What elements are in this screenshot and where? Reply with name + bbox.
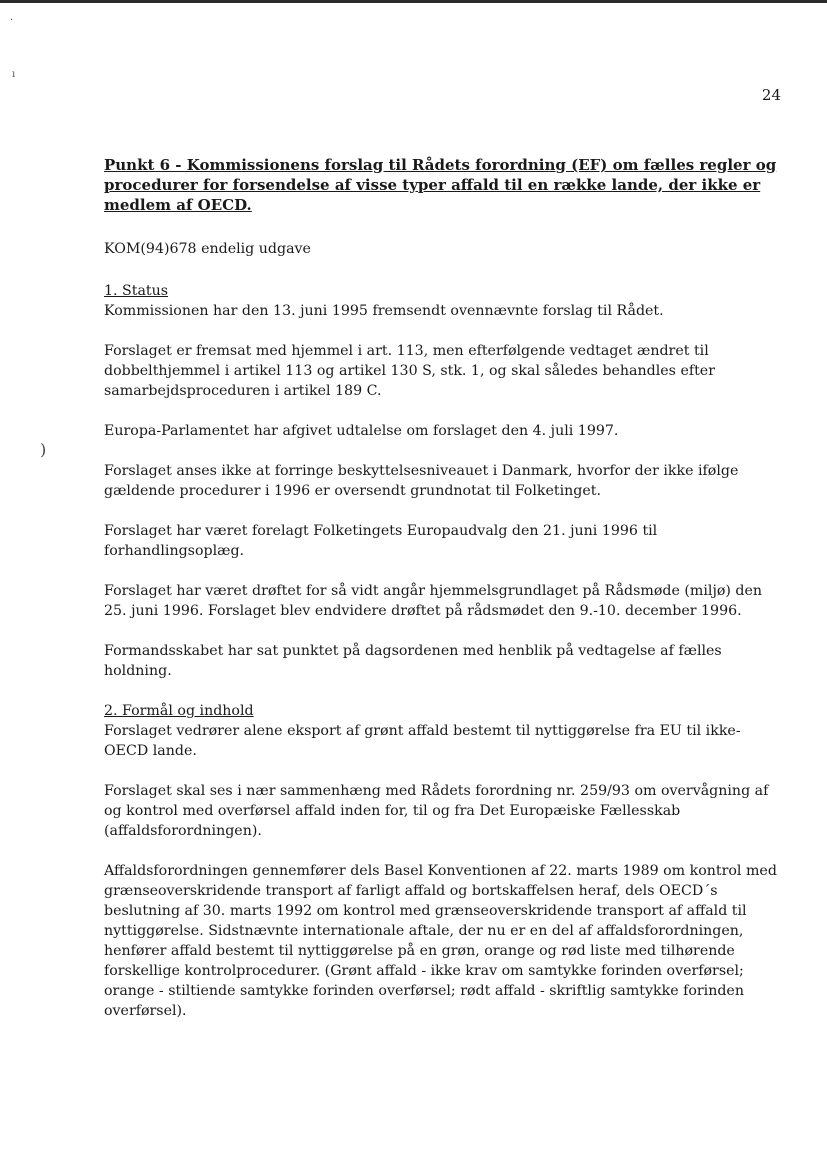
- paragraph: Formandsskabet har sat punktet på dagsordenen med henblik på vedtagelse af fælles holdning.: [104, 643, 722, 679]
- paragraph: Kommissionen har den 13. juni 1995 fremsendt ovennævnte forslag til Rådet.: [104, 303, 664, 319]
- margin-bracket-mark: ): [40, 440, 47, 459]
- section-title: 1. Status: [104, 283, 169, 299]
- section-status: [104, 281, 780, 681]
- paragraph: Forslaget anses ikke at forringe beskyttelsesniveauet i Danmark, hvorfor der ikke ifølge gældende procedurer i 1996 er oversendt grundnotat til Folketinget.: [104, 463, 739, 499]
- scan-speck: ·: [10, 15, 14, 26]
- document-reference: KOM(94)678 endelig udgave: [104, 241, 311, 257]
- top-edge-rule: [0, 0, 827, 3]
- scan-speck: ı: [12, 69, 16, 80]
- paragraph: Affaldsforordningen gennemfører dels Basel Konventionen af 22. marts 1989 om kontrol med grænseoverskridende transport af farligt affald og bortskaffelsen heraf, dels OECD´s beslutning af 30. marts 1992 om kontrol med grænseoverskridende transport af affald til nyttiggørelse. Sidstnævnte internationale aftale, der nu er en del af affaldsforordningen, henfører affald bestemt til nyttiggørelse på en grøn, orange og rød liste med tilhørende forskellige kontrolprocedurer. (Grønt affald - ikke krav om samtykke forinden overførsel; orange - stiltiende samtykke forinden overførsel; rødt affald - skriftlig samtykke forinden overførsel).: [104, 863, 777, 1019]
- section-purpose-content: [104, 701, 780, 1021]
- section-title: 2. Formål og indhold: [104, 703, 254, 719]
- paragraph: Forslaget er fremsat med hjemmel i art. 113, men efterfølgende vedtaget ændret til dobbelthjemmel i artikel 113 og artikel 130 S, stk. 1, og skal således behandles efter samarbejdsproceduren i artikel 189 C.: [104, 343, 715, 399]
- document-body: [104, 155, 780, 1041]
- paragraph: Europa-Parlamentet har afgivet udtalelse om forslaget den 4. juli 1997.: [104, 423, 619, 439]
- paragraph: Forslaget skal ses i nær sammenhæng med Rådets forordning nr. 259/93 om overvågning af og kontrol med overførsel affald inden for, til og fra Det Europæiske Fællesskab (affaldsforordningen).: [104, 783, 769, 839]
- paragraph: Forslaget har været drøftet for så vidt angår hjemmelsgrundlaget på Rådsmøde (miljø) den 25. juni 1996. Forslaget blev endvidere drøftet på rådsmødet den 9.-10. december 1996.: [104, 583, 763, 619]
- page-number: 24: [761, 86, 781, 104]
- paragraph: Forslaget vedrører alene eksport af grønt affald bestemt til nyttiggørelse fra EU til ikke-OECD lande.: [104, 723, 741, 759]
- paragraph: Forslaget har været forelagt Folketingets Europaudvalg den 21. juni 1996 til forhandlingsoplæg.: [104, 523, 658, 559]
- agenda-item-heading: Punkt 6 - Kommissionens forslag til Rådets forordning (EF) om fælles regler og procedurer for forsendelse af visse typer affald til en række lande, der ikke er medlem af OECD.: [104, 156, 777, 214]
